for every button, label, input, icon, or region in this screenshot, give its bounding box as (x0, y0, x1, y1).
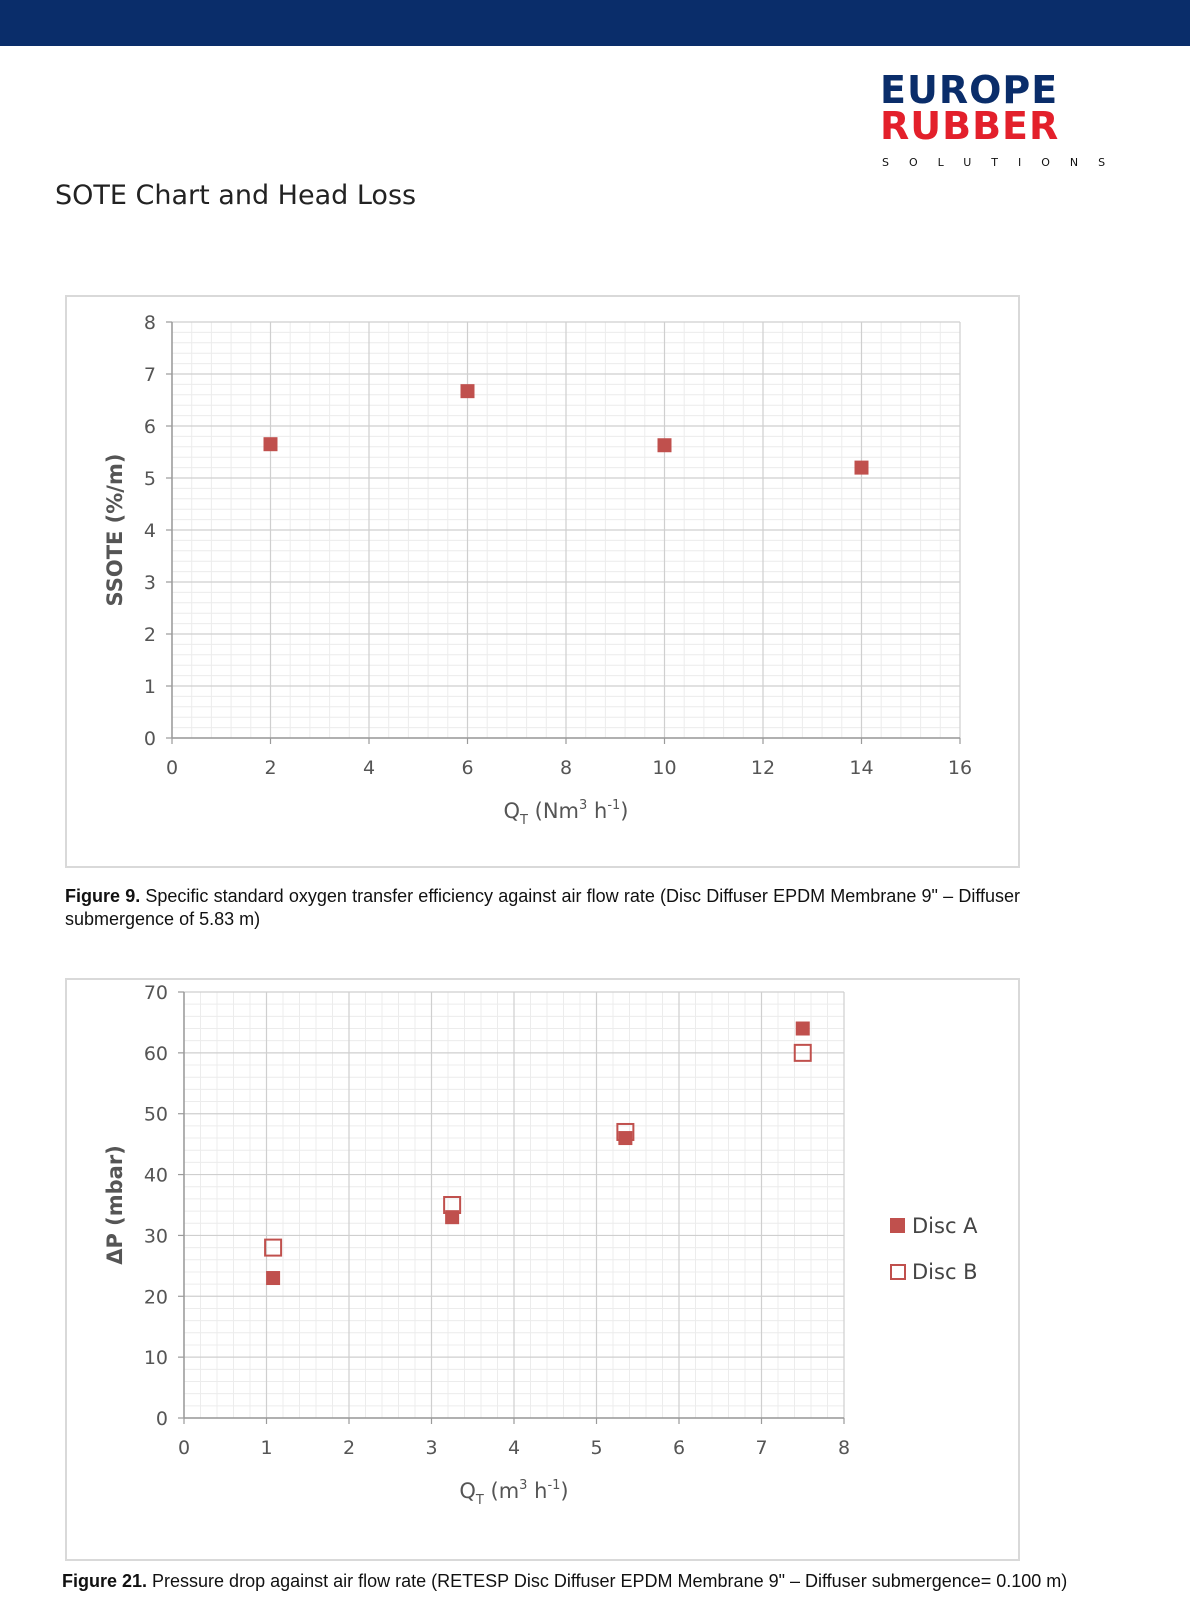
figure-21-text: Pressure drop against air flow rate (RETESP Disc Diffuser EPDM Membrane 9" – Diffuser submergence= 0.100 m) (147, 1571, 1068, 1591)
x-tick-label: 0 (177, 1437, 191, 1459)
y-tick-label: 50 (143, 1103, 168, 1126)
logo-line-rubber: RUBBER (880, 104, 1060, 148)
europe-rubber-logo (880, 70, 1130, 170)
y-tick-label: 5 (143, 468, 156, 490)
x-tick-label: 8 (837, 1437, 851, 1459)
x-tick-label: 7 (755, 1437, 768, 1459)
y-tick-label: 20 (143, 1286, 168, 1309)
header-bar (0, 0, 1190, 46)
data-point-filled-square (658, 438, 672, 452)
x-tick-label: 2 (264, 757, 277, 779)
x-axis-label: $Q_T$ (Nm$^3$ $h^{-1}$) (503, 798, 629, 828)
figure-9-caption (65, 885, 1020, 931)
x-tick-label: 6 (461, 757, 474, 779)
y-axis-label: SSOTE (%/m) (103, 453, 127, 607)
data-point-filled-square (264, 437, 278, 451)
y-tick-label: 70 (143, 982, 168, 1004)
x-tick-label: 0 (165, 757, 179, 779)
x-tick-label: 12 (750, 757, 776, 779)
y-axis-label: ΔP (mbar) (103, 1145, 127, 1265)
x-tick-label: 5 (590, 1437, 603, 1459)
figure-21-label: Figure 21. (62, 1571, 148, 1591)
x-tick-label: 6 (672, 1437, 686, 1459)
y-tick-label: 0 (155, 1408, 168, 1430)
x-tick-label: 10 (652, 757, 677, 779)
y-tick-label: 40 (143, 1164, 168, 1187)
legend-marker-open-square (891, 1265, 905, 1279)
sote-chart (67, 297, 1018, 866)
x-axis-label: $Q_T$ ($m^3$ $h^{-1}$) (459, 1478, 569, 1508)
x-tick-label: 14 (849, 757, 874, 779)
logo-line-solutions: SOLUTIONS (882, 156, 1126, 169)
y-tick-label: 8 (143, 312, 156, 334)
head-loss-chart (67, 980, 1018, 1559)
head-loss-chart-frame (65, 978, 1020, 1561)
legend-label: Disc B (912, 1260, 978, 1284)
y-tick-label: 60 (143, 1042, 168, 1065)
figure-9-label: Figure 9. (65, 886, 141, 906)
figure-9-text: Specific standard oxygen transfer efficiency against air flow rate (Disc Diffuser EPDM Membrane 9" – Diffuser submergence of 5.83 m) (65, 886, 1021, 929)
x-tick-label: 8 (559, 757, 573, 779)
x-tick-label: 1 (260, 1437, 273, 1459)
y-tick-label: 10 (143, 1347, 168, 1370)
section-title: SOTE Chart and Head Loss (55, 180, 417, 211)
y-tick-label: 6 (143, 416, 156, 438)
y-tick-label: 0 (143, 728, 156, 750)
y-tick-label: 3 (143, 572, 156, 594)
sote-chart-frame (65, 295, 1020, 868)
x-tick-label: 2 (342, 1437, 356, 1459)
y-tick-label: 30 (143, 1225, 168, 1248)
data-point-filled-square (461, 384, 475, 398)
data-point-filled-square (796, 1022, 810, 1036)
legend-marker-filled-square (890, 1218, 905, 1233)
y-tick-label: 4 (143, 520, 156, 542)
logo-line-europe: EUROPE (880, 68, 1059, 112)
x-tick-label: 16 (947, 757, 973, 779)
grid (172, 322, 960, 738)
y-tick-label: 1 (143, 676, 156, 698)
legend-label: Disc A (912, 1214, 978, 1238)
figure-21-caption (62, 1570, 1068, 1593)
x-tick-label: 3 (425, 1437, 438, 1459)
grid (184, 992, 844, 1418)
y-tick-label: 7 (143, 364, 156, 386)
x-tick-label: 4 (507, 1437, 521, 1459)
data-point-filled-square (266, 1271, 280, 1285)
data-point-filled-square (618, 1131, 632, 1145)
x-tick-label: 4 (362, 757, 376, 779)
data-point-filled-square (855, 461, 869, 475)
y-tick-label: 2 (143, 624, 156, 646)
